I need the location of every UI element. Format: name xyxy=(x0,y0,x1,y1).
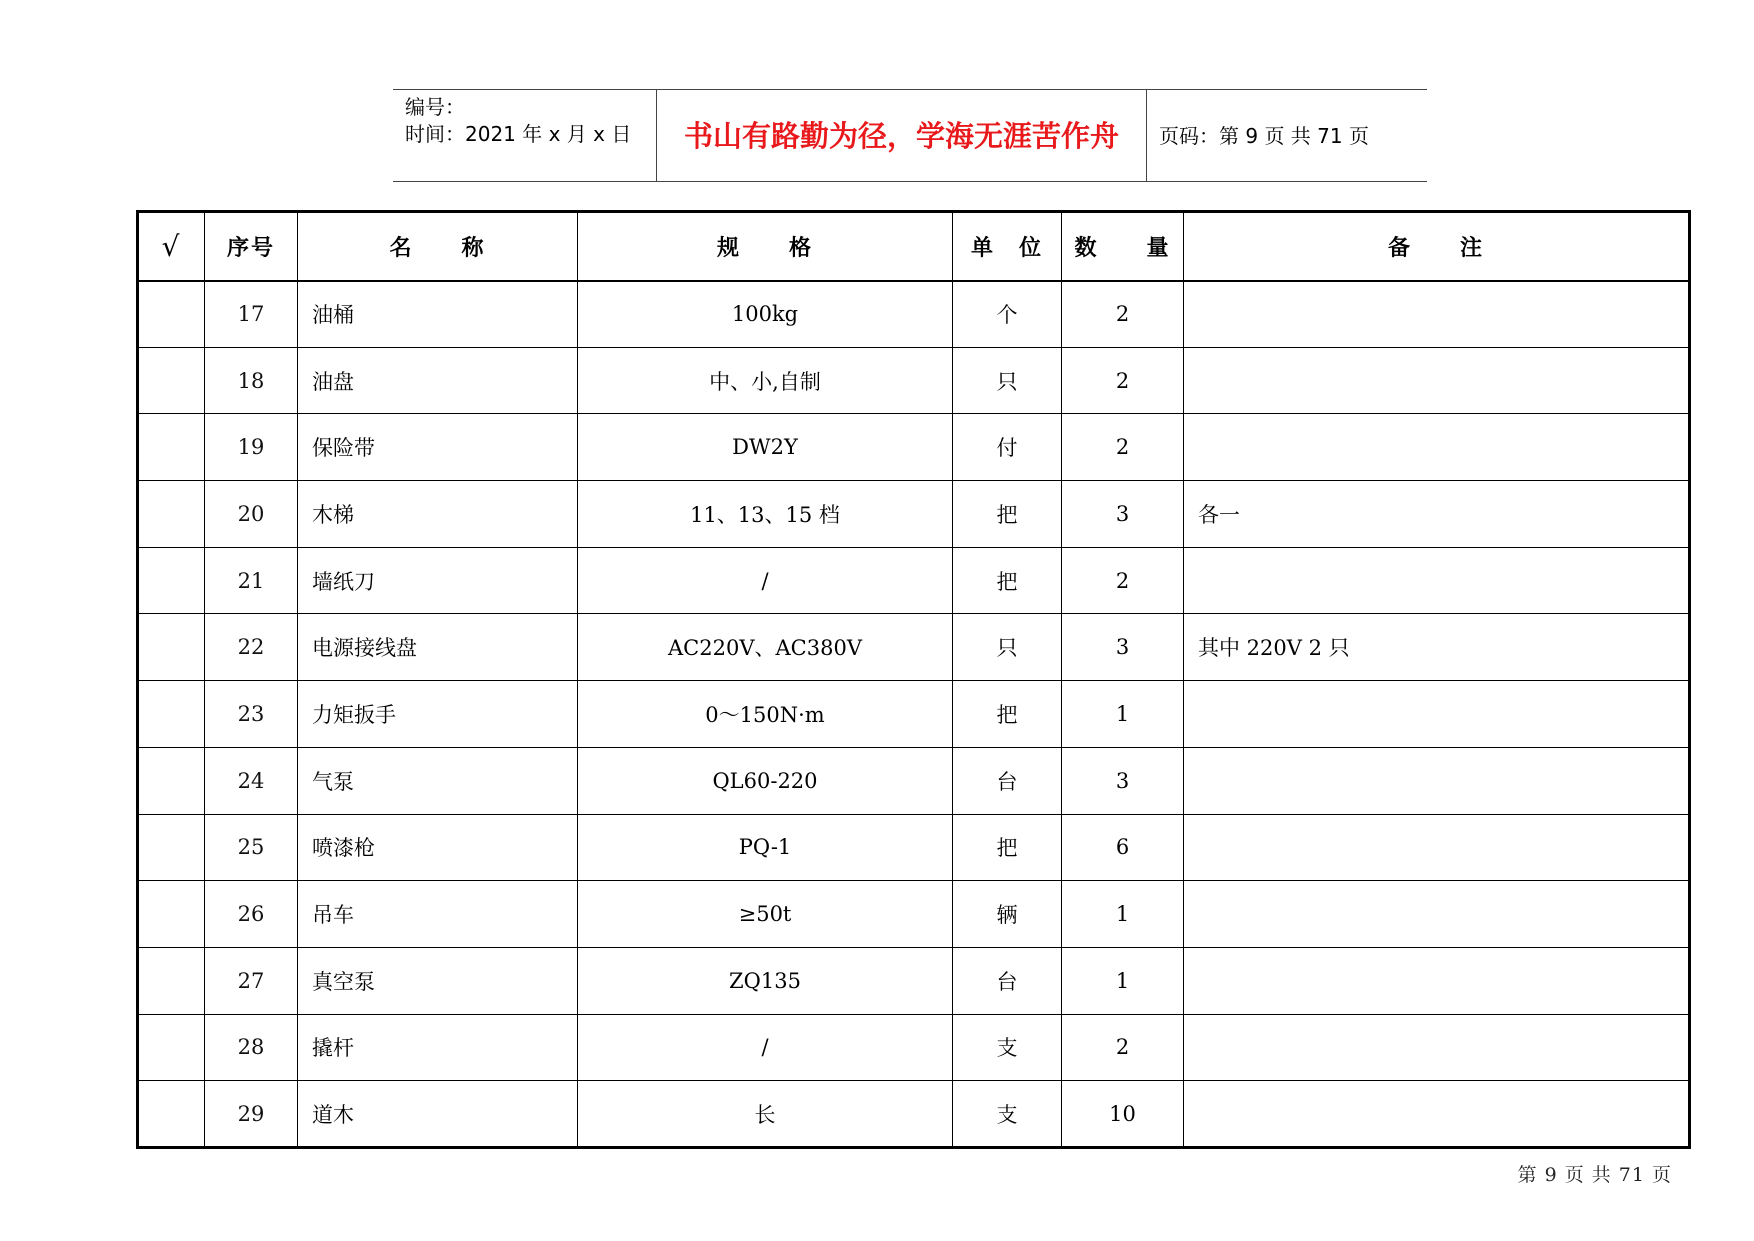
header-motto: 书山有路勤为径，学海无涯苦作舟 xyxy=(657,90,1147,181)
unit-cell: 台 xyxy=(953,747,1062,814)
spec-cell: / xyxy=(578,1014,953,1081)
check-cell[interactable] xyxy=(138,281,205,348)
seq-cell: 19 xyxy=(205,414,298,481)
spec-cell: AC220V、AC380V xyxy=(578,614,953,681)
qty-cell: 3 xyxy=(1062,614,1184,681)
unit-cell: 只 xyxy=(953,347,1062,414)
table-row xyxy=(138,547,1690,614)
spec-cell: 长 xyxy=(578,1081,953,1148)
table-row xyxy=(138,814,1690,881)
column-header-check: √ xyxy=(138,212,205,281)
check-cell[interactable] xyxy=(138,681,205,748)
qty-cell: 2 xyxy=(1062,347,1184,414)
qty-cell: 3 xyxy=(1062,481,1184,548)
seq-cell: 17 xyxy=(205,281,298,348)
spec-cell: PQ-1 xyxy=(578,814,953,881)
spec-cell: / xyxy=(578,547,953,614)
seq-cell: 18 xyxy=(205,347,298,414)
unit-cell: 把 xyxy=(953,481,1062,548)
qty-cell: 10 xyxy=(1062,1081,1184,1148)
table-row xyxy=(138,1081,1690,1148)
name-cell: 力矩扳手 xyxy=(298,681,578,748)
column-header-note: 备 注 xyxy=(1184,212,1690,281)
column-header-unit: 单 位 xyxy=(953,212,1062,281)
name-cell: 吊车 xyxy=(298,881,578,948)
qty-cell: 2 xyxy=(1062,547,1184,614)
seq-cell: 27 xyxy=(205,947,298,1014)
note-cell xyxy=(1184,281,1690,348)
seq-cell: 29 xyxy=(205,1081,298,1148)
document-date: 时间：2021 年 x 月 x 日 xyxy=(405,122,632,146)
seq-cell: 26 xyxy=(205,881,298,948)
note-cell: 其中 220V 2 只 xyxy=(1184,614,1690,681)
seq-cell: 20 xyxy=(205,481,298,548)
table-header-row xyxy=(138,212,1690,281)
unit-cell: 支 xyxy=(953,1081,1062,1148)
check-cell[interactable] xyxy=(138,414,205,481)
spec-cell: ZQ135 xyxy=(578,947,953,1014)
note-cell xyxy=(1184,814,1690,881)
name-cell: 油桶 xyxy=(298,281,578,348)
table-row xyxy=(138,881,1690,948)
name-cell: 道木 xyxy=(298,1081,578,1148)
check-cell[interactable] xyxy=(138,814,205,881)
note-cell xyxy=(1184,881,1690,948)
table-row xyxy=(138,947,1690,1014)
unit-cell: 辆 xyxy=(953,881,1062,948)
unit-cell: 把 xyxy=(953,681,1062,748)
unit-cell: 个 xyxy=(953,281,1062,348)
spec-cell: 中、小,自制 xyxy=(578,347,953,414)
check-cell[interactable] xyxy=(138,1081,205,1148)
check-cell[interactable] xyxy=(138,614,205,681)
page-footer: 第 9 页 共 71 页 xyxy=(1517,1164,1672,1186)
table-row xyxy=(138,614,1690,681)
note-cell xyxy=(1184,1081,1690,1148)
qty-cell: 3 xyxy=(1062,747,1184,814)
qty-cell: 1 xyxy=(1062,681,1184,748)
check-cell[interactable] xyxy=(138,347,205,414)
tool-list-table xyxy=(136,210,1691,1149)
qty-cell: 2 xyxy=(1062,1014,1184,1081)
table-row xyxy=(138,281,1690,348)
table-row xyxy=(138,747,1690,814)
name-cell: 保险带 xyxy=(298,414,578,481)
column-header-qty: 数 量 xyxy=(1062,212,1184,281)
name-cell: 墙纸刀 xyxy=(298,547,578,614)
name-cell: 气泵 xyxy=(298,747,578,814)
name-cell: 木梯 xyxy=(298,481,578,548)
spec-cell: 11、13、15 档 xyxy=(578,481,953,548)
qty-cell: 1 xyxy=(1062,881,1184,948)
qty-cell: 1 xyxy=(1062,947,1184,1014)
note-cell xyxy=(1184,747,1690,814)
check-cell[interactable] xyxy=(138,881,205,948)
name-cell: 油盘 xyxy=(298,347,578,414)
check-cell[interactable] xyxy=(138,547,205,614)
seq-cell: 22 xyxy=(205,614,298,681)
spec-cell: QL60-220 xyxy=(578,747,953,814)
unit-cell: 支 xyxy=(953,1014,1062,1081)
seq-cell: 23 xyxy=(205,681,298,748)
seq-cell: 21 xyxy=(205,547,298,614)
unit-cell: 付 xyxy=(953,414,1062,481)
name-cell: 撬杆 xyxy=(298,1014,578,1081)
header-meta xyxy=(393,90,657,181)
spec-cell: 0～150N·m xyxy=(578,681,953,748)
note-cell xyxy=(1184,681,1690,748)
unit-cell: 台 xyxy=(953,947,1062,1014)
note-cell xyxy=(1184,1014,1690,1081)
note-cell xyxy=(1184,947,1690,1014)
seq-cell: 28 xyxy=(205,1014,298,1081)
name-cell: 真空泵 xyxy=(298,947,578,1014)
check-cell[interactable] xyxy=(138,947,205,1014)
table-row xyxy=(138,481,1690,548)
qty-cell: 6 xyxy=(1062,814,1184,881)
column-header-name: 名 称 xyxy=(298,212,578,281)
seq-cell: 25 xyxy=(205,814,298,881)
note-cell xyxy=(1184,414,1690,481)
column-header-seq: 序号 xyxy=(205,212,298,281)
unit-cell: 只 xyxy=(953,614,1062,681)
document-number-label: 编号： xyxy=(405,95,465,119)
unit-cell: 把 xyxy=(953,814,1062,881)
unit-cell: 把 xyxy=(953,547,1062,614)
check-cell[interactable] xyxy=(138,1014,205,1081)
table-body xyxy=(138,281,1690,1148)
note-cell xyxy=(1184,547,1690,614)
qty-cell: 2 xyxy=(1062,414,1184,481)
note-cell: 各一 xyxy=(1184,481,1690,548)
table-row xyxy=(138,414,1690,481)
spec-cell: ≥50t xyxy=(578,881,953,948)
table-row xyxy=(138,1014,1690,1081)
name-cell: 电源接线盘 xyxy=(298,614,578,681)
note-cell xyxy=(1184,347,1690,414)
column-header-spec: 规 格 xyxy=(578,212,953,281)
check-cell[interactable] xyxy=(138,747,205,814)
check-cell[interactable] xyxy=(138,481,205,548)
header-page-code: 页码：第 9 页 共 71 页 xyxy=(1159,124,1369,148)
qty-cell: 2 xyxy=(1062,281,1184,348)
name-cell: 喷漆枪 xyxy=(298,814,578,881)
seq-cell: 24 xyxy=(205,747,298,814)
spec-cell: DW2Y xyxy=(578,414,953,481)
table-row xyxy=(138,681,1690,748)
spec-cell: 100kg xyxy=(578,281,953,348)
table-row xyxy=(138,347,1690,414)
page-header xyxy=(393,89,1427,182)
